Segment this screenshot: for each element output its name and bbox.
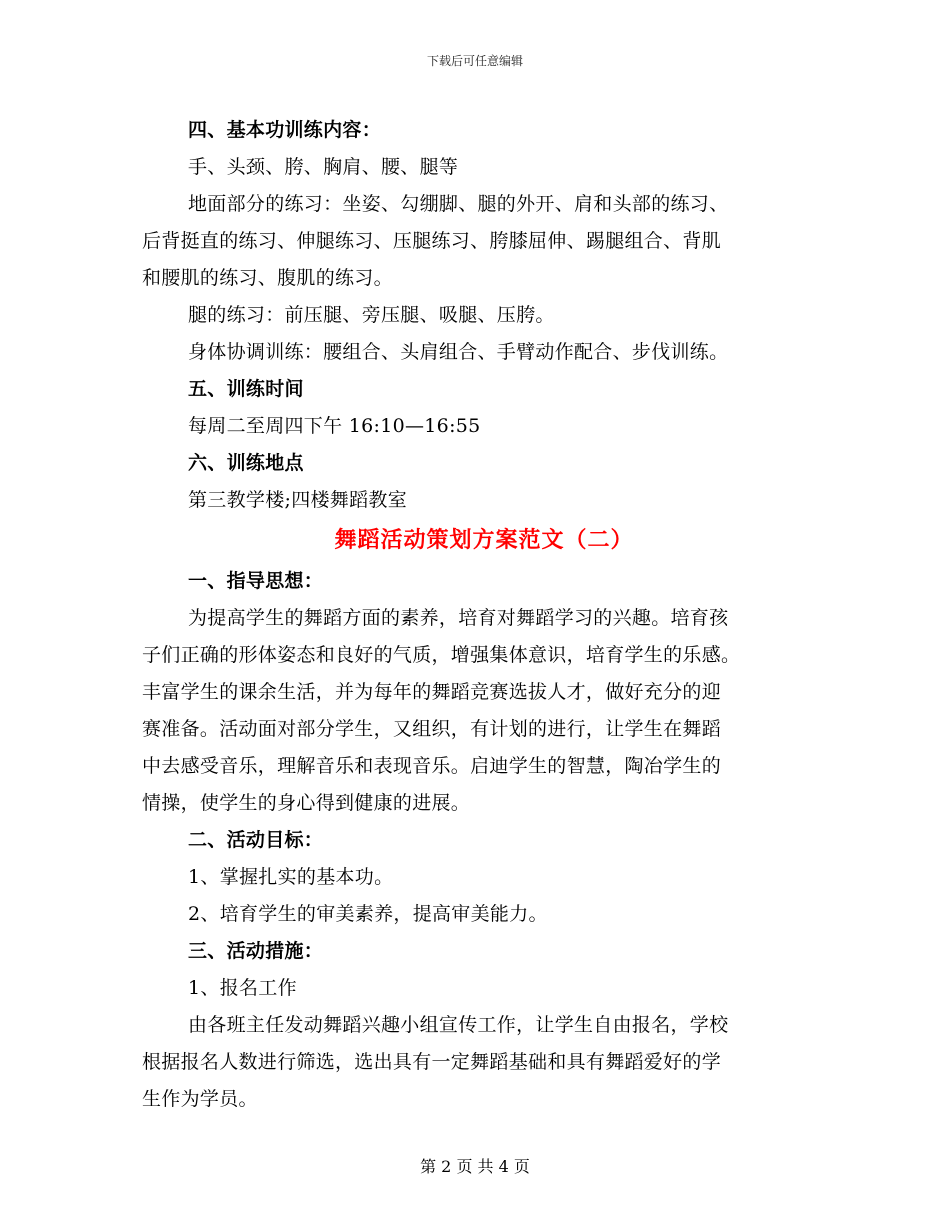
paragraph-line: 子们正确的形体姿态和良好的气质，增强集体意识，培育学生的乐感。 (142, 644, 741, 666)
training-time-text: 每周二至周四下午 16:10—16:55 (188, 415, 481, 437)
paragraph-line: 情操，使学生的身心得到健康的进展。 (142, 792, 471, 814)
section-5-heading: 五、训练时间 (188, 378, 304, 400)
section-4-heading: 四、基本功训练内容： (188, 119, 382, 141)
floor-practice-line: 后背挺直的练习、伸腿练习、压腿练习、胯膝屈伸、踢腿组合、背肌 (142, 230, 722, 252)
activity-goals-heading: 二、活动目标： (188, 829, 324, 851)
measure-item: 1、报名工作 (188, 977, 297, 999)
activity-measures-heading: 三、活动措施： (188, 940, 324, 962)
paragraph-line: 丰富学生的课余生活，并为每年的舞蹈竞赛选拔人才，做好充分的迎 (142, 681, 722, 703)
section-4-line: 手、头颈、胯、胸肩、腰、腿等 (188, 156, 459, 178)
document-title: 舞蹈活动策划方案范文（二） (334, 528, 634, 553)
page-header-note: 下载后可任意编辑 (426, 54, 523, 68)
section-6-heading: 六、训练地点 (188, 452, 304, 474)
page-number: 第 2 页 共 4 页 (420, 1157, 530, 1176)
floor-practice-line: 地面部分的练习：坐姿、勾绷脚、腿的外开、肩和头部的练习、 (188, 193, 729, 215)
paragraph-line: 生作为学员。 (142, 1088, 258, 1110)
paragraph-line: 中去感受音乐，理解音乐和表现音乐。启迪学生的智慧，陶冶学生的 (142, 755, 722, 777)
paragraph-line: 赛准备。活动面对部分学生，又组织，有计划的进行，让学生在舞蹈 (142, 718, 722, 740)
paragraph-line: 为提高学生的舞蹈方面的素养，培育对舞蹈学习的兴趣。培育孩 (188, 607, 729, 629)
guiding-thought-heading: 一、指导思想： (188, 570, 324, 592)
paragraph-line: 由各班主任发动舞蹈兴趣小组宣传工作，让学生自由报名，学校 (188, 1014, 729, 1036)
paragraph-line: 根据报名人数进行筛选，选出具有一定舞蹈基础和具有舞蹈爱好的学 (142, 1051, 722, 1073)
goal-item: 1、掌握扎实的基本功。 (188, 866, 394, 888)
goal-item: 2、培育学生的审美素养，提高审美能力。 (188, 903, 548, 925)
body-coordination-line: 身体协调训练：腰组合、头肩组合、手臂动作配合、步伐训练。 (188, 341, 729, 363)
leg-practice-line: 腿的练习：前压腿、旁压腿、吸腿、压胯。 (188, 304, 555, 326)
training-location-text: 第三教学楼;四楼舞蹈教室 (188, 489, 408, 511)
floor-practice-line: 和腰肌的练习、腹肌的练习。 (142, 267, 393, 289)
document-body (142, 112, 802, 1118)
